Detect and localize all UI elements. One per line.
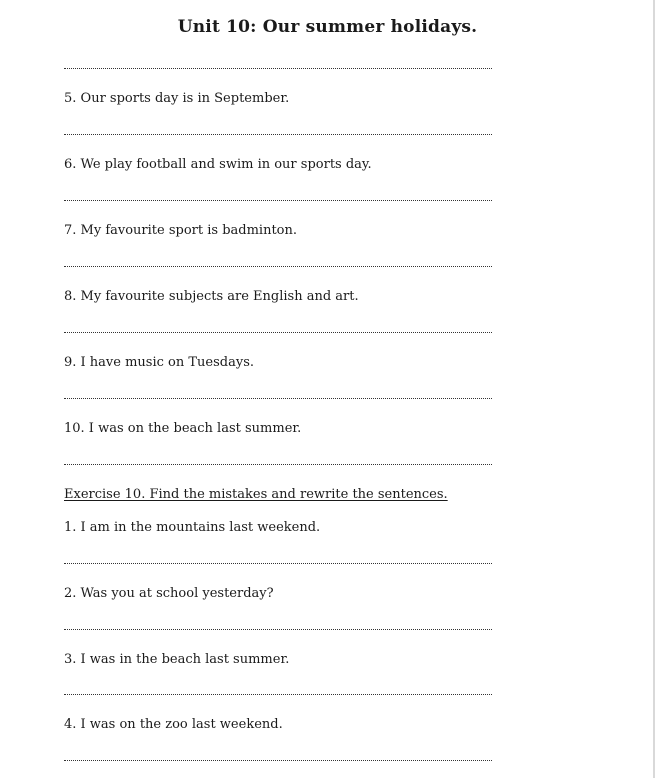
worksheet-title: Unit 10: Our summer holidays. (177, 17, 478, 37)
sentence-item: 7. My favourite sport is badminton. (64, 223, 298, 238)
answer-line[interactable] (64, 694, 492, 695)
answer-line[interactable] (64, 134, 492, 135)
answer-line[interactable] (64, 760, 492, 761)
answer-line[interactable] (64, 266, 492, 267)
exercise-heading: Exercise 10. Find the mistakes and rewrite the sentences. (64, 487, 448, 502)
sentence-item: 8. My favourite subjects are English and art. (64, 289, 359, 304)
sentence-item: 6. We play football and swim in our sports day. (64, 157, 372, 172)
answer-line[interactable] (64, 629, 492, 630)
sentence-item: 10. I was on the beach last summer. (64, 421, 302, 436)
answer-line[interactable] (64, 563, 492, 564)
exercise-item: 4. I was on the zoo last weekend. (64, 717, 283, 732)
sentence-item: 5. Our sports day is in September. (64, 91, 290, 106)
exercise-item: 3. I was in the beach last summer. (64, 652, 290, 667)
exercise-item: 2. Was you at school yesterday? (64, 586, 274, 601)
exercise-item: 1. I am in the mountains last weekend. (64, 520, 321, 535)
answer-line[interactable] (64, 464, 492, 465)
answer-line[interactable] (64, 68, 492, 69)
answer-line[interactable] (64, 200, 492, 201)
answer-line[interactable] (64, 332, 492, 333)
answer-line[interactable] (64, 398, 492, 399)
sentence-item: 9. I have music on Tuesdays. (64, 355, 254, 370)
